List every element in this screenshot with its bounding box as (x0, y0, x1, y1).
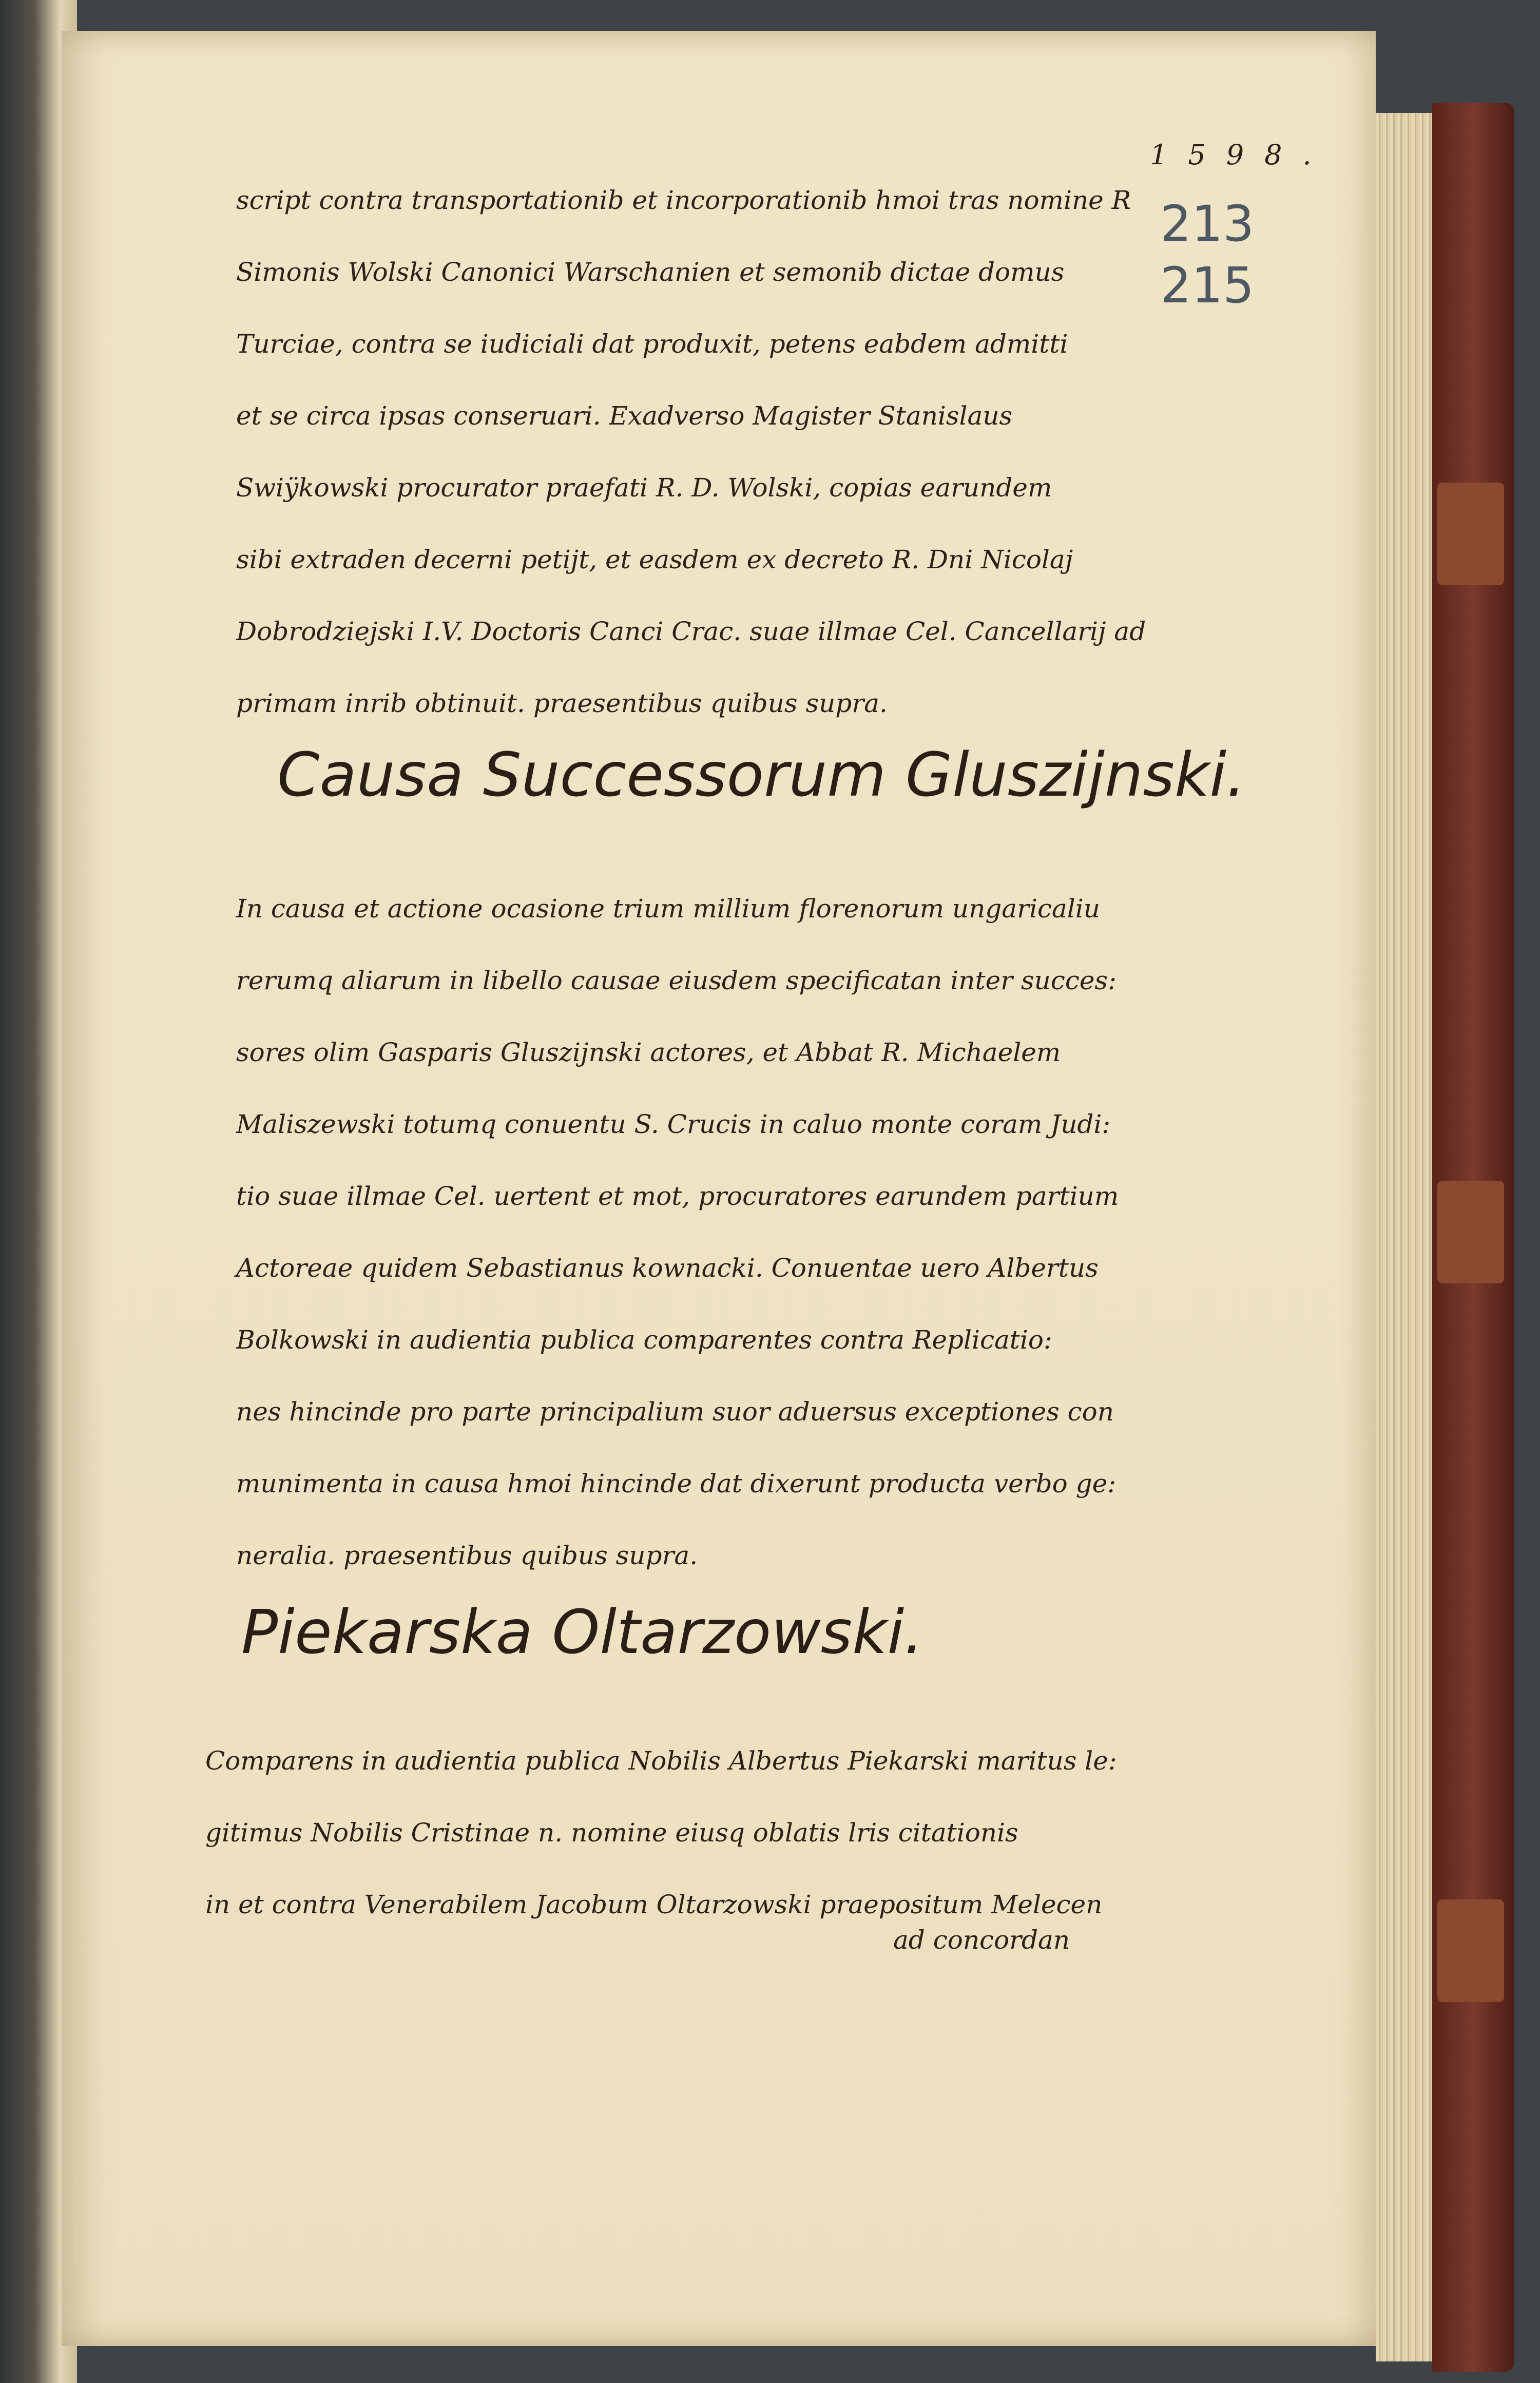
pencil-number: 215 (1160, 257, 1255, 314)
page-stack-edges (1376, 113, 1432, 2361)
text-line: rerumq aliarum in libello causae eiusdem specificatan inter succes: (236, 966, 1116, 995)
section-heading: Piekarska Oltarzowski. (241, 1597, 923, 1667)
text-line: Comparens in audientia publica Nobilis Albertus Piekarski maritus le: (205, 1746, 1117, 1776)
text-line: Swiÿkowski procurator praefati R. D. Wolski, copias earundem (236, 473, 1052, 503)
text-line: nes hincinde pro parte principalium suor aduersus exceptiones con (236, 1397, 1114, 1427)
text-line: Turciae, contra se iudiciali dat produxit, petens eabdem admitti (236, 329, 1068, 359)
text-line: in et contra Venerabilem Jacobum Oltarzowski praepositum Melecen (205, 1890, 1103, 1919)
text-line: Simonis Wolski Canonici Warschanien et semonib dictae domus (236, 257, 1065, 287)
text-line: In causa et actione ocasione trium millium florenorum ungaricaliu (236, 894, 1100, 924)
book-clasp (1437, 1181, 1504, 1283)
text-line: Actoreae quidem Sebastianus kownacki. Conuentae uero Albertus (236, 1253, 1099, 1283)
paragraph-1 (236, 164, 1211, 739)
text-line: et se circa ipsas conseruari. Exadverso Magister Stanislaus (236, 401, 1013, 431)
catchword: ad concordan (893, 1925, 1070, 1955)
text-line: tio suae illmae Cel. uertent et mot, procuratores earundem partium (236, 1181, 1119, 1211)
paragraph-3 (205, 1725, 1181, 1940)
text-line: Bolkowski in audientia publica comparentes contra Replicatio: (236, 1325, 1052, 1355)
text-line: neralia. praesentibus quibus supra. (236, 1541, 698, 1570)
text-line: gitimus Nobilis Cristinae n. nomine eiusq oblatis lris citationis (205, 1818, 1018, 1848)
text-line: Dobrodziejski I.V. Doctoris Canci Crac. suae illmae Cel. Cancellarij ad (236, 617, 1146, 646)
text-line: munimenta in causa hmoi hincinde dat dixerunt producta verbo ge: (236, 1469, 1116, 1498)
text-line: primam inrib obtinuit. praesentibus quibus supra. (236, 688, 888, 718)
text-line: script contra transportationib et incorporationib hmoi tras nomine R (236, 185, 1131, 215)
paragraph-2 (236, 873, 1211, 1591)
text-line: sibi extraden decerni petijt, et easdem ex decreto R. Dni Nicolaj (236, 545, 1073, 574)
text-line: sores olim Gasparis Gluszijnski actores, et Abbat R. Michaelem (236, 1037, 1061, 1067)
section-heading: Causa Successorum Gluszijnski. (277, 739, 1246, 810)
folio-number: 1598. (1150, 139, 1332, 171)
pencil-number: 213 (1160, 195, 1255, 253)
book-clasp (1437, 1899, 1504, 2002)
book-clasp (1437, 483, 1504, 585)
text-line: Maliszewski totumq conuentu S. Crucis in caluo monte coram Judi: (236, 1109, 1111, 1139)
